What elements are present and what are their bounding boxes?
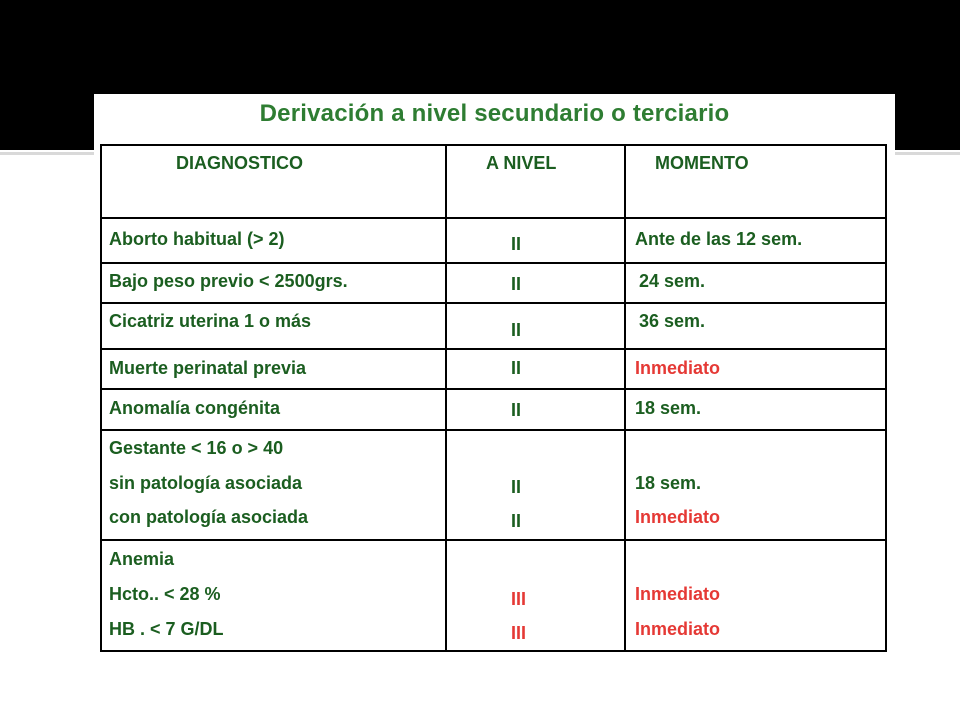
row-nivel: II — [511, 477, 522, 497]
slide-title: Derivación a nivel secundario o terciario — [259, 100, 730, 127]
row-diagnostico: HB . < 7 G/DL — [109, 619, 224, 639]
header-diagnostico: DIAGNOSTICO — [176, 153, 304, 173]
row-nivel: II — [511, 400, 522, 420]
row-diagnostico: con patología asociada — [109, 507, 309, 527]
row-momento: Inmediato — [635, 358, 721, 378]
row-momento: 18 sem. — [635, 398, 702, 418]
row-diagnostico: Bajo peso previo < 2500grs. — [109, 271, 348, 291]
row-momento: 18 sem. — [635, 473, 702, 493]
row-divider — [100, 348, 887, 350]
row-divider — [100, 217, 887, 219]
row-diagnostico: Hcto.. < 28 % — [109, 584, 221, 604]
row-diagnostico: Muerte perinatal previa — [109, 358, 307, 378]
row-diagnostico: Anomalía congénita — [109, 398, 281, 418]
row-momento: Inmediato — [635, 584, 721, 604]
row-momento: 24 sem. — [639, 271, 706, 291]
column-divider — [445, 144, 447, 652]
referral-table — [100, 144, 887, 652]
row-momento: 36 sem. — [639, 311, 706, 331]
row-nivel: II — [511, 274, 522, 294]
row-nivel: II — [511, 234, 522, 254]
row-nivel: II — [511, 320, 522, 340]
row-nivel: III — [511, 623, 527, 643]
row-diagnostico: Cicatriz uterina 1 o más — [109, 311, 312, 331]
row-momento: Ante de las 12 sem. — [635, 229, 803, 249]
row-diagnostico: Gestante < 16 o > 40 — [109, 438, 284, 458]
row-divider — [100, 539, 887, 541]
row-nivel: III — [511, 589, 527, 609]
row-divider — [100, 388, 887, 390]
header-momento: MOMENTO — [655, 153, 749, 173]
table-border-right — [885, 144, 887, 652]
header-a-nivel: A NIVEL — [486, 153, 557, 173]
row-diagnostico: Aborto habitual (> 2) — [109, 229, 285, 249]
row-nivel: II — [511, 511, 522, 531]
row-nivel: II — [511, 358, 522, 378]
table-border-bottom — [100, 650, 887, 652]
table-border-left — [100, 144, 102, 652]
row-momento: Inmediato — [635, 507, 721, 527]
column-divider — [624, 144, 626, 652]
row-diagnostico: sin patología asociada — [109, 473, 303, 493]
table-image — [94, 94, 895, 660]
row-diagnostico: Anemia — [109, 549, 175, 569]
row-momento: Inmediato — [635, 619, 721, 639]
